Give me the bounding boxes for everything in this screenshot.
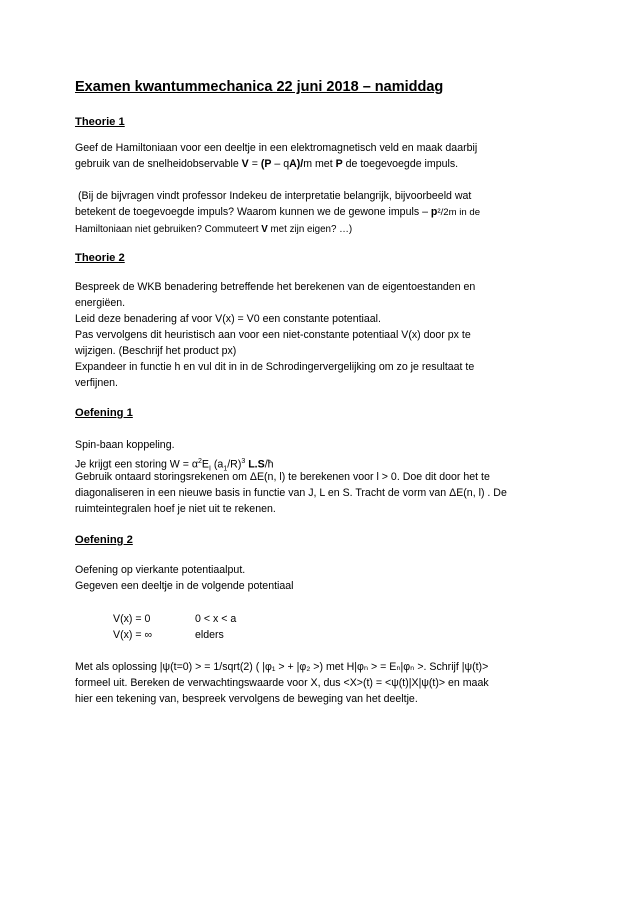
theorie2-line2: energiëen.: [75, 297, 126, 309]
oefening2-line4: formeel uit. Bereken de verwachtingswaarde voor X, dus <X>(t) = <ψ(t)|X|ψ(t)> en maak: [75, 677, 489, 689]
page-title: Examen kwantummechanica 22 juni 2018 – namiddag: [75, 79, 444, 95]
oefening1-line5: ruimteintegralen hoef je niet uit te rekenen.: [75, 503, 276, 515]
theorie2-line3: Leid deze benadering af voor V(x) = V0 een constante potentiaal.: [75, 313, 381, 325]
text-span: /ħ: [264, 458, 274, 471]
oefening1-line4: diagonaliseren in een nieuwe basis in functie van J, L en S. Tracht de vorm van ΔE(n, l) . De: [75, 487, 507, 499]
theorie2-line6: Expandeer in functie h en vul dit in in de Schrodingervergelijking om zo je resultaat te: [75, 361, 475, 373]
theorie1-note2: [75, 205, 480, 220]
text-span: betekent de toegevoegde impuls? Waarom kunnen we de gewone impuls –: [75, 206, 431, 218]
superscript: 2: [198, 458, 202, 465]
text-span: /R): [227, 458, 242, 471]
potential-row2-left: V(x) = ∞: [113, 629, 153, 641]
superscript: 3: [241, 458, 246, 465]
text-span: (a: [210, 458, 224, 471]
bold-v: V: [241, 158, 249, 170]
oefening2-heading: Oefening 2: [75, 534, 133, 546]
text-span: – q: [271, 158, 290, 170]
theorie2-line1: Bespreek de WKB benadering betreffende het berekenen van de eigentoestanden en: [75, 281, 476, 293]
oefening1-line3: Gebruik ontaard storingsrekenen om ΔE(n, l) te berekenen voor l > 0. Doe dit door het te: [75, 471, 490, 483]
potential-row1-right: 0 < x < a: [195, 613, 237, 625]
oefening2-line2: Gegeven een deeltje in de volgende potentiaal: [75, 580, 294, 592]
subscript: 1: [223, 465, 228, 473]
theorie1-heading: Theorie 1: [75, 116, 125, 128]
bold-ls: L.S: [245, 458, 265, 471]
text-span: m met: [303, 158, 336, 170]
bold-a: A)/: [289, 158, 304, 170]
theorie1-note1: (Bij de bijvragen vindt professor Indekeu de interpretatie belangrijk, bijvoorbeeld wat: [78, 190, 472, 202]
subscript: I: [208, 465, 211, 473]
oefening2-line3: Met als oplossing |ψ(t=0) > = 1/sqrt(2) ( |φ₁ > + |φ₂ >) met H|φₙ > = Eₙ|φₙ >. Schrijf |ψ(t)>: [75, 661, 489, 673]
oefening1-line1: Spin-baan koppeling.: [75, 439, 175, 451]
theorie2-heading: Theorie 2: [75, 252, 125, 264]
oefening2-line5: hier een tekening van, bespreek vervolgens de beweging van het deeltje.: [75, 693, 418, 705]
oefening1-heading: Oefening 1: [75, 407, 133, 419]
bold-p: (P: [260, 158, 272, 170]
text-span: E: [201, 458, 209, 471]
text-span: Hamiltoniaan niet gebruiken? Commuteert: [75, 224, 262, 235]
text-span: ²/2m in de: [437, 207, 481, 218]
bold-p: p: [430, 206, 438, 218]
bold-v: V: [261, 224, 268, 235]
theorie1-line2: [75, 157, 458, 172]
potential-row1-left: V(x) = 0: [113, 613, 151, 625]
theorie1-note3: [75, 222, 352, 237]
oefening2-line1: Oefening op vierkante potentiaalput.: [75, 564, 246, 576]
bold-p: P: [335, 158, 343, 170]
theorie2-line5: wijzigen. (Beschrijf het product px): [75, 345, 237, 357]
theorie2-line4: Pas vervolgens dit heuristisch aan voor een niet-constante potentiaal V(x) door px te: [75, 329, 471, 341]
text-span: de toegevoegde impuls.: [342, 158, 459, 170]
text-span: Je krijgt een storing W = α: [75, 458, 198, 471]
theorie1-line1: Geef de Hamiltoniaan voor een deeltje in een elektromagnetisch veld en maak daarbij: [75, 142, 478, 154]
text-span: gebruik van de snelheidobservable: [75, 158, 242, 170]
text-span: met zijn eigen? …): [267, 224, 353, 235]
text-span: =: [248, 158, 261, 170]
potential-row2-right: elders: [195, 629, 224, 641]
theorie2-line7: verfijnen.: [75, 377, 118, 389]
